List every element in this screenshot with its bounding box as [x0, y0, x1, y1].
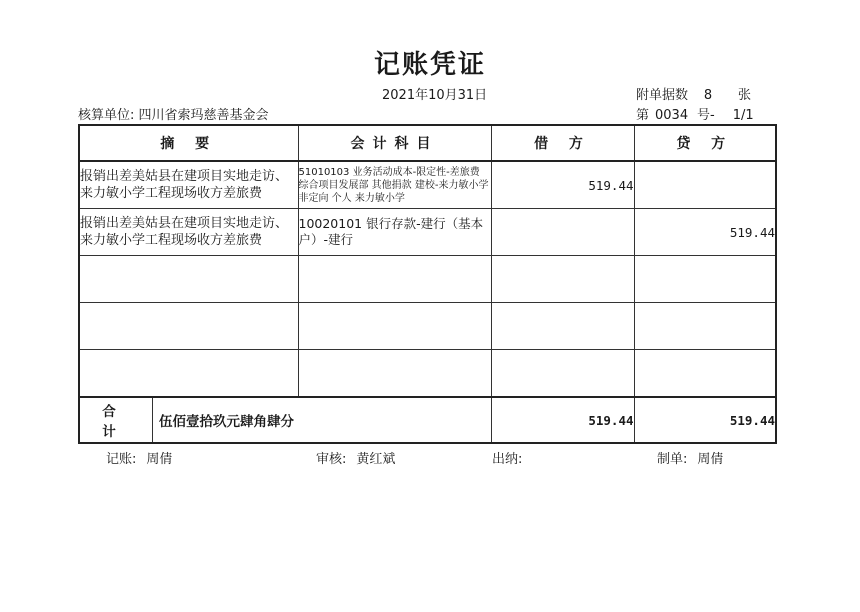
- bookkeeper-name: 周倩: [146, 452, 173, 467]
- org-label: 核算单位:: [78, 108, 135, 123]
- total-credit: 519.44: [634, 397, 776, 443]
- total-label-cell: [79, 397, 491, 443]
- total-row: [79, 397, 776, 443]
- voucher-title: 记账凭证: [373, 50, 486, 80]
- table-row: [79, 209, 776, 256]
- empty-cell: [298, 350, 491, 398]
- footer-preparer: [657, 448, 723, 467]
- total-label: 合 计: [80, 398, 153, 442]
- voucher-date: 2021年10月31日: [382, 88, 488, 103]
- row-summary: 报销出差美姑县在建项目实地走访、来力敏小学工程现场收方差旅费: [79, 161, 298, 209]
- empty-cell: [634, 256, 776, 303]
- voucher-number-prefix: 第: [636, 108, 650, 123]
- attachments-count: 8: [703, 88, 713, 103]
- empty-cell: [634, 303, 776, 350]
- empty-cell: [79, 256, 298, 303]
- header-debit: 借 方: [491, 125, 634, 161]
- voucher-number-value: 0034: [655, 108, 689, 123]
- attachments-info: [636, 84, 751, 103]
- bookkeeper-label: 记账:: [106, 452, 137, 467]
- row-credit: 519.44: [634, 209, 776, 256]
- table-row-empty: [79, 256, 776, 303]
- voucher-table: [78, 124, 777, 444]
- footer-bookkeeper: [106, 448, 172, 467]
- header-summary: 摘 要: [79, 125, 298, 161]
- row-credit: [634, 161, 776, 209]
- attachments-unit: 张: [738, 88, 752, 103]
- row-account: 51010103 业务活动成本-限定性-差旅费 综合项目发展部 其他捐款 建校-来力敏小学 非定向 个人 来力敏小学: [298, 161, 491, 209]
- attachments-label: 附单据数: [636, 88, 689, 103]
- table-row: [79, 161, 776, 209]
- table-row-empty: [79, 350, 776, 398]
- empty-cell: [79, 303, 298, 350]
- voucher-page: 1/1: [732, 108, 754, 123]
- org-name: 四川省索玛慈善基金会: [138, 108, 269, 123]
- reviewer-name: 黄红斌: [356, 452, 396, 467]
- empty-cell: [491, 256, 634, 303]
- voucher-number: [636, 104, 754, 123]
- empty-cell: [491, 350, 634, 398]
- row-debit: [491, 209, 634, 256]
- footer-cashier: [492, 448, 532, 467]
- empty-cell: [298, 256, 491, 303]
- footer-reviewer: [316, 448, 395, 467]
- row-summary: 报销出差美姑县在建项目实地走访、来力敏小学工程现场收方差旅费: [79, 209, 298, 256]
- empty-cell: [79, 350, 298, 398]
- reviewer-label: 审核:: [316, 452, 347, 467]
- org-info: [78, 104, 269, 123]
- header-account: 会计科目: [298, 125, 491, 161]
- empty-cell: [298, 303, 491, 350]
- total-debit: 519.44: [491, 397, 634, 443]
- cashier-label: 出纳:: [492, 452, 523, 467]
- table-header-row: [79, 125, 776, 161]
- empty-cell: [634, 350, 776, 398]
- table-row-empty: [79, 303, 776, 350]
- total-amount-words: 伍佰壹拾玖元肆角肆分: [159, 414, 294, 430]
- voucher-number-suffix: 号-: [697, 108, 715, 123]
- empty-cell: [491, 303, 634, 350]
- row-debit: 519.44: [491, 161, 634, 209]
- preparer-name: 周倩: [697, 452, 724, 467]
- preparer-label: 制单:: [657, 452, 688, 467]
- header-credit: 贷 方: [634, 125, 776, 161]
- row-account: 10020101 银行存款-建行（基本户）-建行: [298, 209, 491, 256]
